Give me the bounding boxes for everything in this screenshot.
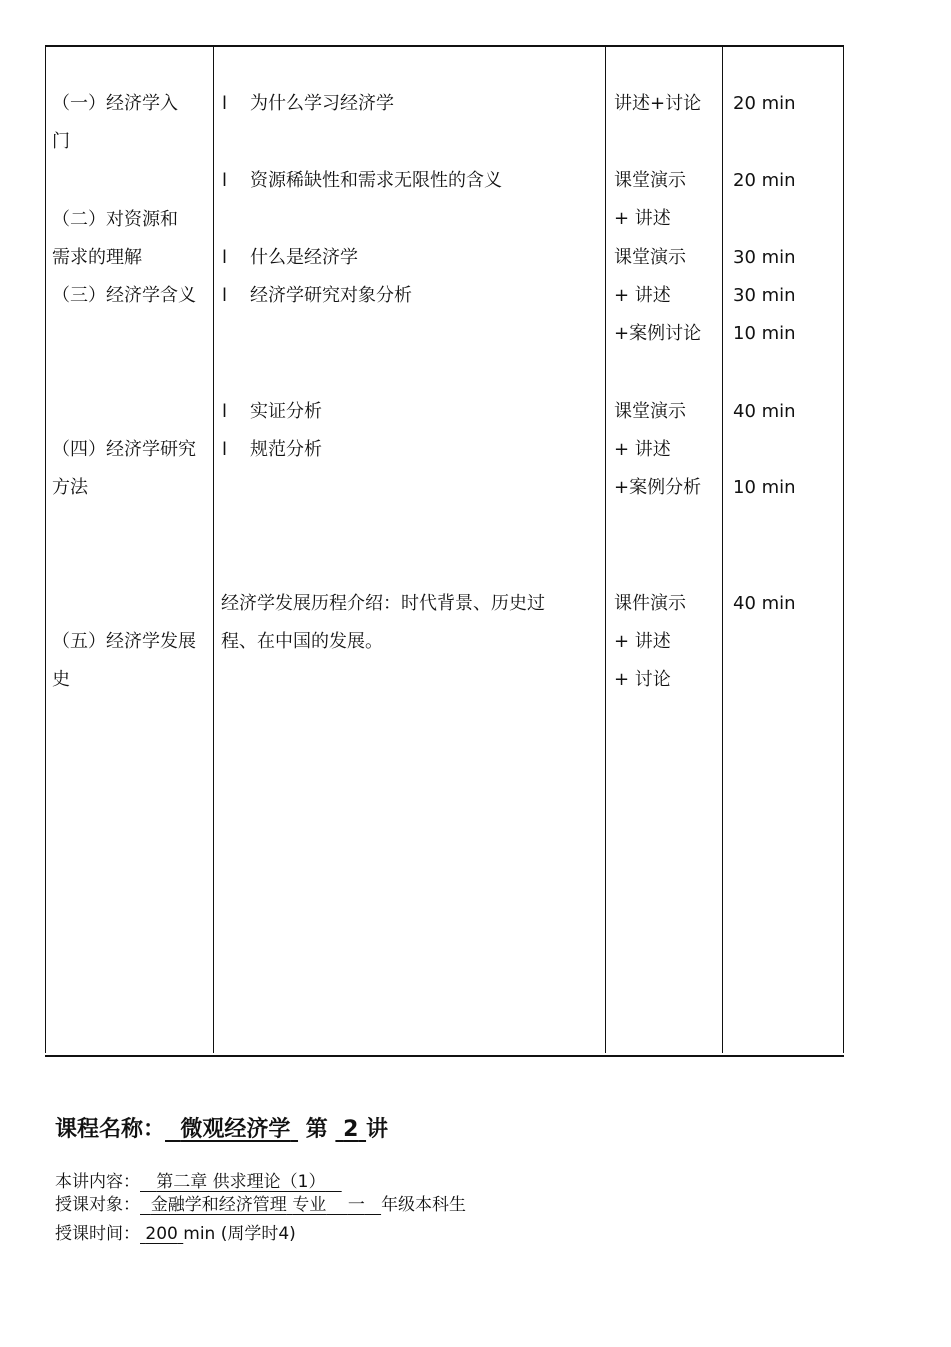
bullet-glyph: l	[222, 439, 228, 460]
course-label: 课程名称：	[55, 1117, 166, 1142]
topic-4-line-1: （四）经济学研究	[52, 439, 196, 460]
method-line: + 讲述	[614, 285, 671, 306]
time-line: 20 min	[733, 170, 796, 191]
bullet-glyph: l	[222, 93, 228, 114]
audience-major-suffix: 专业	[292, 1195, 327, 1215]
course-name: 微观经济学	[180, 1117, 291, 1142]
time-line: 30 min	[733, 247, 796, 268]
content-item: 为什么学习经济学	[250, 93, 394, 114]
table-divider-2	[605, 45, 606, 1053]
topic-5-line-2: 史	[52, 669, 70, 690]
method-line: + 讲述	[614, 208, 671, 229]
bullet-glyph: l	[222, 247, 228, 268]
content-item: 程、在中国的发展。	[221, 631, 383, 652]
method-line: 课堂演示	[614, 401, 686, 422]
info-audience-line	[55, 1194, 466, 1216]
time-tail: min (周学时4)	[183, 1224, 296, 1244]
content-item: 什么是经济学	[250, 247, 358, 268]
table-divider-3	[722, 45, 723, 1053]
time-line: 30 min	[733, 285, 796, 306]
time-line: 40 min	[733, 593, 796, 614]
topic-2-line-1: （二）对资源和	[52, 209, 178, 230]
content-item: 经济学发展历程介绍：时代背景、历史过	[221, 593, 545, 614]
method-line: 课堂演示	[614, 247, 686, 268]
audience-year: 一	[347, 1195, 365, 1215]
method-line: 讲述+讨论	[614, 93, 702, 114]
method-line: + 讲述	[614, 631, 671, 652]
topic-5-line-1: （五）经济学发展	[52, 631, 196, 652]
lecture-prefix: 第	[305, 1117, 328, 1142]
time-value: 200	[145, 1224, 178, 1244]
audience-major: 金融学和经济管理	[150, 1195, 287, 1215]
method-line: +案例分析	[614, 477, 702, 498]
method-line: 课件演示	[614, 593, 686, 614]
topic-1-line-2: 门	[52, 131, 70, 152]
table-divider-1	[213, 45, 214, 1053]
content-label: 本讲内容：	[55, 1172, 140, 1192]
lecture-number: 2	[343, 1117, 359, 1142]
time-line: 10 min	[733, 477, 796, 498]
method-line: + 讨论	[614, 669, 671, 690]
time-line: 10 min	[733, 323, 796, 344]
info-content-line	[55, 1171, 342, 1193]
content-item: 实证分析	[250, 401, 322, 422]
method-line: +案例讨论	[614, 323, 702, 344]
method-line: 课堂演示	[614, 170, 686, 191]
audience-label: 授课对象：	[55, 1195, 140, 1215]
topic-1-line-1: （一）经济学入	[52, 93, 178, 114]
bullet-glyph: l	[222, 285, 228, 306]
topic-2-line-2: 需求的理解	[52, 247, 142, 268]
course-title	[55, 1112, 388, 1143]
time-line: 40 min	[733, 401, 796, 422]
time-label: 授课时间：	[55, 1224, 140, 1244]
content-item: 规范分析	[250, 439, 322, 460]
content-value: 第二章 供求理论（1）	[156, 1172, 326, 1192]
table-border-left	[45, 45, 46, 1053]
topic-4-line-2: 方法	[52, 477, 88, 498]
lecture-suffix: 讲	[366, 1117, 389, 1142]
method-line: + 讲述	[614, 439, 671, 460]
topic-3-line-1: （三）经济学含义	[52, 285, 196, 306]
bullet-glyph: l	[222, 170, 228, 191]
time-line: 20 min	[733, 93, 796, 114]
audience-tail: 年级本科生	[381, 1195, 467, 1215]
content-item: 经济学研究对象分析	[250, 285, 412, 306]
table-border-right	[843, 45, 844, 1053]
content-item: 资源稀缺性和需求无限性的含义	[250, 170, 502, 191]
info-time-line	[55, 1223, 296, 1245]
bullet-glyph: l	[222, 401, 228, 422]
